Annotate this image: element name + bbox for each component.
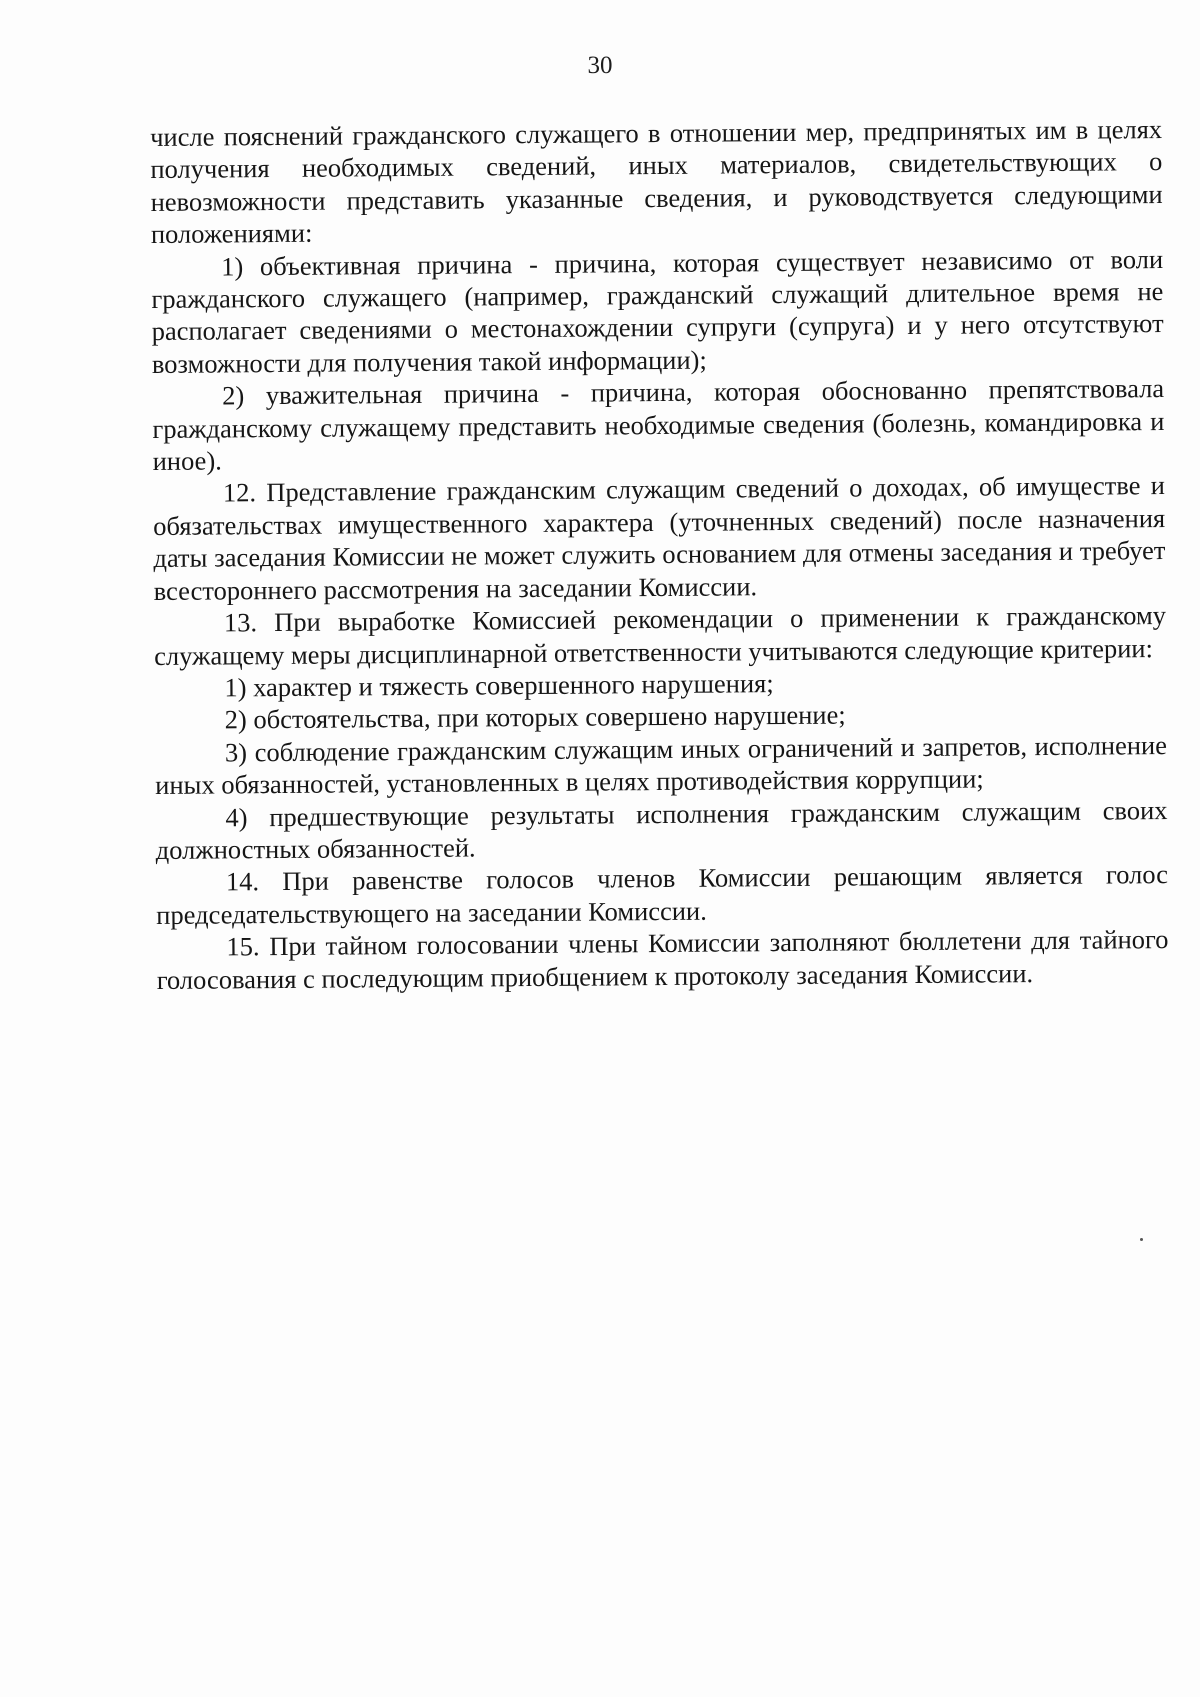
paragraph-clause-15: 15. При тайном голосовании члены Комиссии заполняют бюллетени для тайного голосования с последующим приобщением к протоколу заседания Комиссии. bbox=[156, 924, 1169, 995]
paragraph-item-valid-reason: 2) уважительная причина - причина, которая обоснованно препятствовала гражданскому служащему представить необходимые сведения (болезнь, командировка и иное). bbox=[152, 373, 1165, 477]
paragraph-continuation: числе пояснений гражданского служащего в отношении мер, предпринятых им в целях получения необходимых сведений, иных материалов, свидетельствующих о невозможности представить указанные сведения, и руководствуется следующими положениями: bbox=[150, 114, 1163, 250]
paragraph-item-objective-reason: 1) объективная причина - причина, которая существует независимо от воли гражданского служащего (например, гражданский служащий длительное время не располагает сведениями о местонахождении супруги (супруга) и у него отсутствуют возможности для получения такой информации); bbox=[151, 243, 1164, 379]
paragraph-criterion-2: 2) обстоятельства, при которых совершено нарушение; bbox=[224, 699, 846, 735]
paragraph-criterion-3: 3) соблюдение гражданским служащим иных ограничений и запретов, исполнение иных обязанностей, установленных в целях противодействия коррупции; bbox=[155, 729, 1168, 801]
paragraph-criterion-4: 4) предшествующие результаты исполнения гражданским служащим своих должностных обязанностей. bbox=[155, 794, 1168, 865]
scan-speck bbox=[1140, 1238, 1143, 1241]
page-number: 30 bbox=[587, 52, 613, 79]
paragraph-clause-14: 14. При равенстве голосов членов Комиссии решающим является голос председательствующего на заседании Комиссии. bbox=[156, 859, 1169, 930]
document-body bbox=[150, 113, 1169, 996]
paragraph-clause-13: 13. При выработке Комиссией рекомендации о применении к гражданскому служащему меры дисциплинарной ответственности учитываются следующие критерии: bbox=[154, 600, 1167, 671]
paragraph-criterion-1: 1) характер и тяжесть совершенного нарушения; bbox=[224, 668, 774, 703]
paragraph-clause-12: 12. Представление гражданским служащим сведений о доходах, об имуществе и обязательствах имущественного характера (уточненных сведений) после назначения даты заседания Комиссии не может служить основанием для отмены заседания и требует всестороннего рассмотрения на заседании Комиссии. bbox=[153, 470, 1166, 606]
